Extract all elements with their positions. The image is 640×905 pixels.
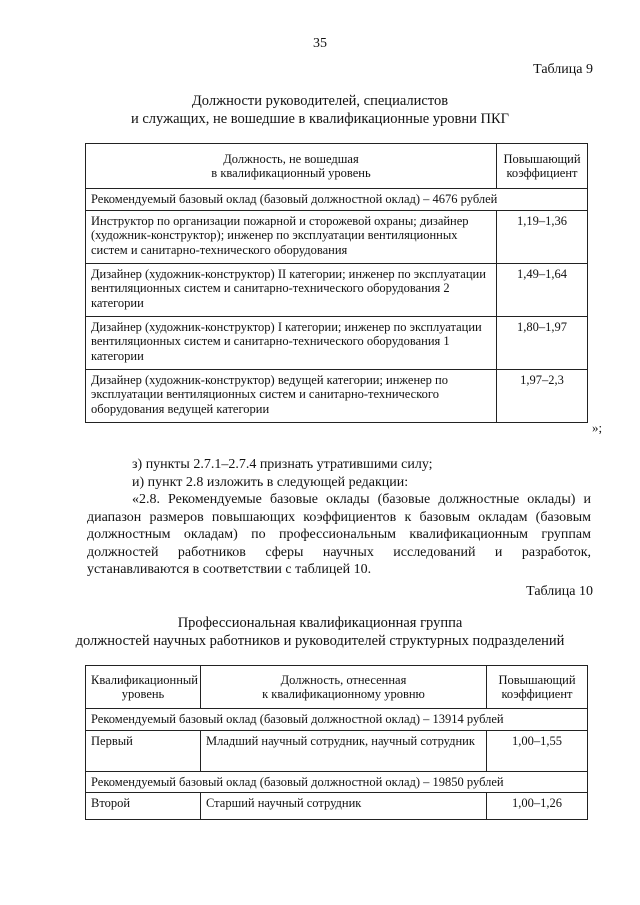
position-cell: Дизайнер (художник-конструктор) ведущей категории; инженер по эксплуатации вентиляционных систем и санитарно-технического оборудования ведущей категории [86,369,497,422]
table-10-header-position [201,666,487,709]
table-9-title-line-1: Должности руководителей, специалистов [191,93,449,109]
header-level-line-1: Квалификационный [91,672,198,687]
quote-line-3: должностным окладам) по профессиональным квалификационным группам [87,527,591,542]
header-position-line-2: в квалификационный уровень [211,166,371,180]
salary-row-text: Рекомендуемый базовый оклад (базовый должностной оклад) – 4676 рублей [86,189,588,211]
coef-cell: 1,49–1,64 [497,263,588,316]
level-cell: Второй [86,793,201,820]
position-cell: Старший научный сотрудник [201,793,487,820]
table-9-header-position [86,144,497,189]
table-9-header-coef [497,144,588,189]
table-row [86,369,588,422]
table-10-salary-row [86,709,588,731]
salary-row-text: Рекомендуемый базовый оклад (базовый должностной оклад) – 19850 рублей [86,771,588,793]
table-10-title [0,614,640,650]
coef-cell: 1,19–1,36 [497,210,588,263]
header-position-line-1: Должность, не вошедшая [223,151,359,166]
item-z: з) пункты 2.7.1–2.7.4 признать утратившими силу; [132,457,433,472]
table-9 [85,143,588,423]
table-9-header-row [86,144,588,189]
table-10-caption: Таблица 10 [526,584,593,599]
position-cell: Младший научный сотрудник, научный сотрудник [201,730,487,771]
header-coef-line-1: Повышающий [498,672,576,687]
table-row [86,793,588,820]
quote-paragraph [87,491,591,579]
item-i: и) пункт 2.8 изложить в следующей редакции: [132,475,409,490]
table-10-header-row [86,666,588,709]
table-9-title-line-2: и служащих, не вошедшие в квалификационные уровни ПКГ [130,111,510,127]
position-cell: Дизайнер (художник-конструктор) II категории; инженер по эксплуатации вентиляционных систем и санитарно-технического оборудования 2 категории [86,263,497,316]
table-10-header-coef [487,666,588,709]
page-number: 35 [313,36,327,51]
header-position-line-1: Должность, отнесенная [280,672,407,687]
header-position-line-2: к квалификационному уровню [262,687,425,701]
table-row [86,316,588,369]
salary-row-text: Рекомендуемый базовый оклад (базовый должностной оклад) – 13914 рублей [86,709,588,731]
coef-cell: 1,97–2,3 [497,369,588,422]
position-cell: Дизайнер (художник-конструктор) I категории; инженер по эксплуатации вентиляционных систем и санитарно-технического оборудования 1 категории [86,316,497,369]
table-9-title [0,92,640,128]
table-row [86,210,588,263]
quote-line-2: диапазон размеров повышающих коэффициентов к базовым окладам (базовым [87,509,591,525]
quote-line-4: должностей работников сферы научных исследований и разработок, [87,544,591,560]
closing-quote: »; [592,420,603,435]
table-10-salary-row [86,771,588,793]
table-9-salary-row [86,189,588,211]
table-10 [85,665,588,820]
table-row [86,730,588,771]
table-10-header-level [86,666,201,709]
table-10-title-line-2: должностей научных работников и руководителей структурных подразделений [75,633,565,649]
coef-cell: 1,00–1,26 [487,793,588,820]
quote-line-1: «2.8. Рекомендуемые базовые оклады (базовые должностные оклады) и [132,492,591,507]
coef-cell: 1,00–1,55 [487,730,588,771]
position-cell: Инструктор по организации пожарной и сторожевой охраны; дизайнер (художник-конструктор); инженер по эксплуатации вентиляционных систем и санитарно-технического оборудования [86,210,497,263]
header-coef-line-2: коэффициент [501,687,573,701]
coef-cell: 1,80–1,97 [497,316,588,369]
quote-line-5: устанавливаются в соответствии с таблицей 10. [87,562,372,577]
header-coef-line-2: коэффициент [506,166,578,180]
table-row [86,263,588,316]
header-level-line-2: уровень [121,687,165,701]
level-cell: Первый [86,730,201,771]
table-9-caption: Таблица 9 [533,62,593,77]
header-coef-line-1: Повышающий [503,151,581,166]
table-10-title-line-1: Профессиональная квалификационная группа [177,615,463,631]
